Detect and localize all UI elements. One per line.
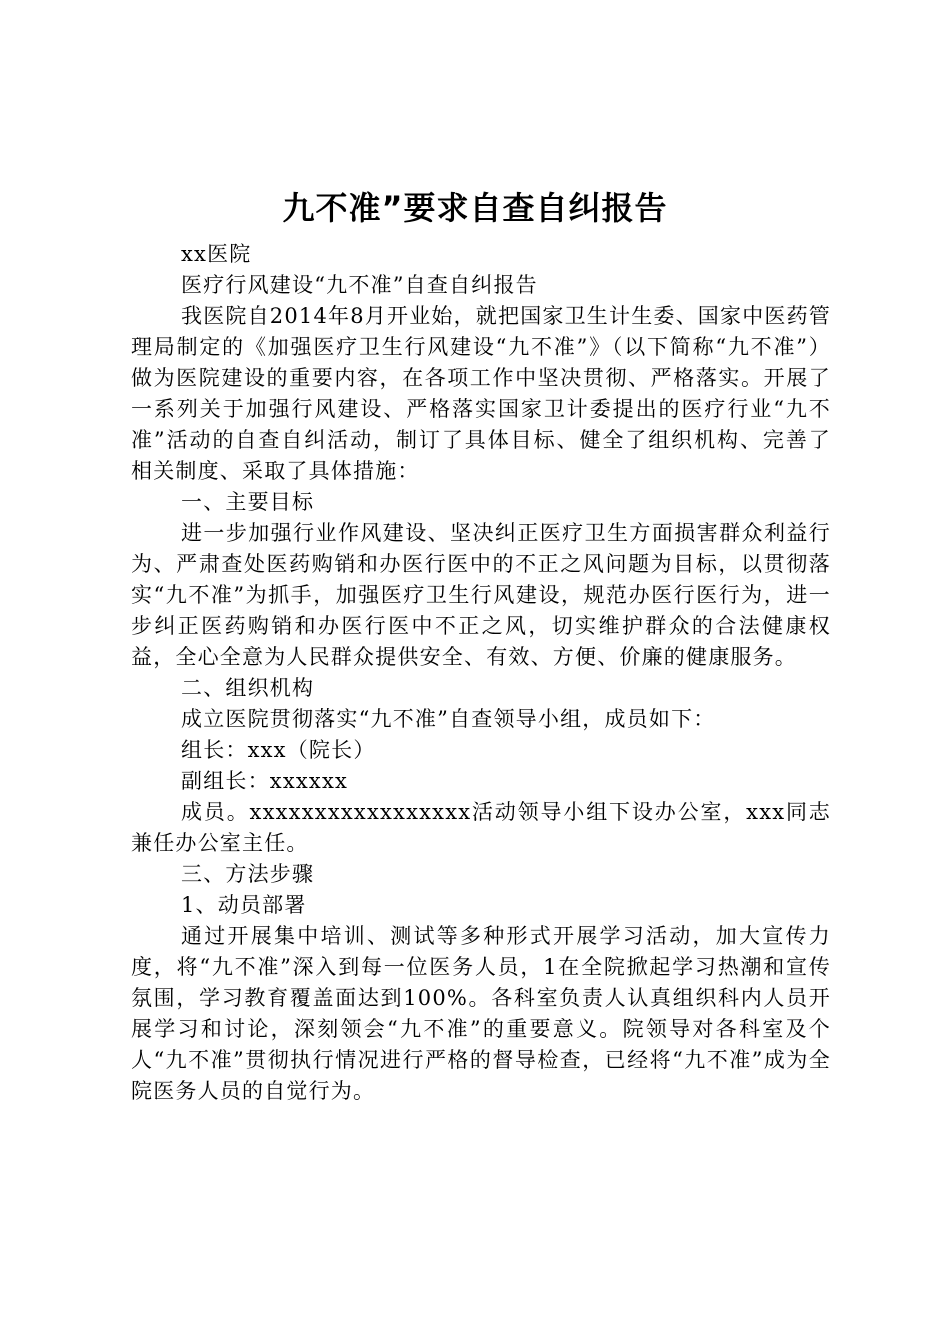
report-subtitle: 医疗行风建设“九不准”自查自纠报告 xyxy=(181,273,538,297)
section-heading-goals: 一、主要目标 xyxy=(181,490,315,514)
document-title: 九不准”要求自查自纠报告 xyxy=(282,189,668,227)
subheading-mobilization: 1、动员部署 xyxy=(181,893,307,917)
intro-paragraph: 我医院自2014年8月开业始，就把国家卫生计生委、国家中医药管理局制定的《加强医疗卫生行风建设“九不准”》（以下简称“九不准”）做为医院建设的重要内容，在各项工作中坚决贯彻、严格落实。开展了一系列关于加强行风建设、严格落实国家卫计委提出的医疗行业“九不准”活动的自查自纠活动，制订了具体目标、健全了组织机构、完善了相关制度、采取了具体措施： xyxy=(131,304,832,483)
members-paragraph: 成员。xxxxxxxxxxxxxxxxx活动领导小组下设办公室，xxx同志兼任办公室主任。 xyxy=(131,800,831,855)
goals-paragraph: 进一步加强行业作风建设、坚决纠正医疗卫生方面损害群众利益行为、严肃查处医药购销和办医行医中的不正之风问题为目标，以贯彻落实“九不准”为抓手，加强医疗卫生行风建设，规范办医行医行为，进一步纠正医药购销和办医行医中不正之风，切实维护群众的合法健康权益，全心全意为人民群众提供安全、有效、方便、价廉的健康服务。 xyxy=(131,521,831,669)
deputy-leader-line: 副组长：xxxxxx xyxy=(181,769,349,793)
hospital-name: xx医院 xyxy=(181,242,252,266)
section-heading-organization: 二、组织机构 xyxy=(181,676,315,700)
organization-paragraph: 成立医院贯彻落实“九不准”自查领导小组，成员如下： xyxy=(181,707,716,731)
document-body xyxy=(131,239,831,1107)
section-heading-methods: 三、方法步骤 xyxy=(181,862,315,886)
mobilization-paragraph: 通过开展集中培训、测试等多种形式开展学习活动，加大宣传力度，将“九不准”深入到每一位医务人员，1在全院掀起学习热潮和宣传氛围，学习教育覆盖面达到100%。各科室负责人认真组织科内人员开展学习和讨论，深刻领会“九不准”的重要意义。院领导对各科室及个人“九不准”贯彻执行情况进行严格的督导检查，已经将“九不准”成为全院医务人员的自觉行为。 xyxy=(131,924,831,1103)
group-leader-line: 组长：xxx（院长） xyxy=(181,738,376,762)
